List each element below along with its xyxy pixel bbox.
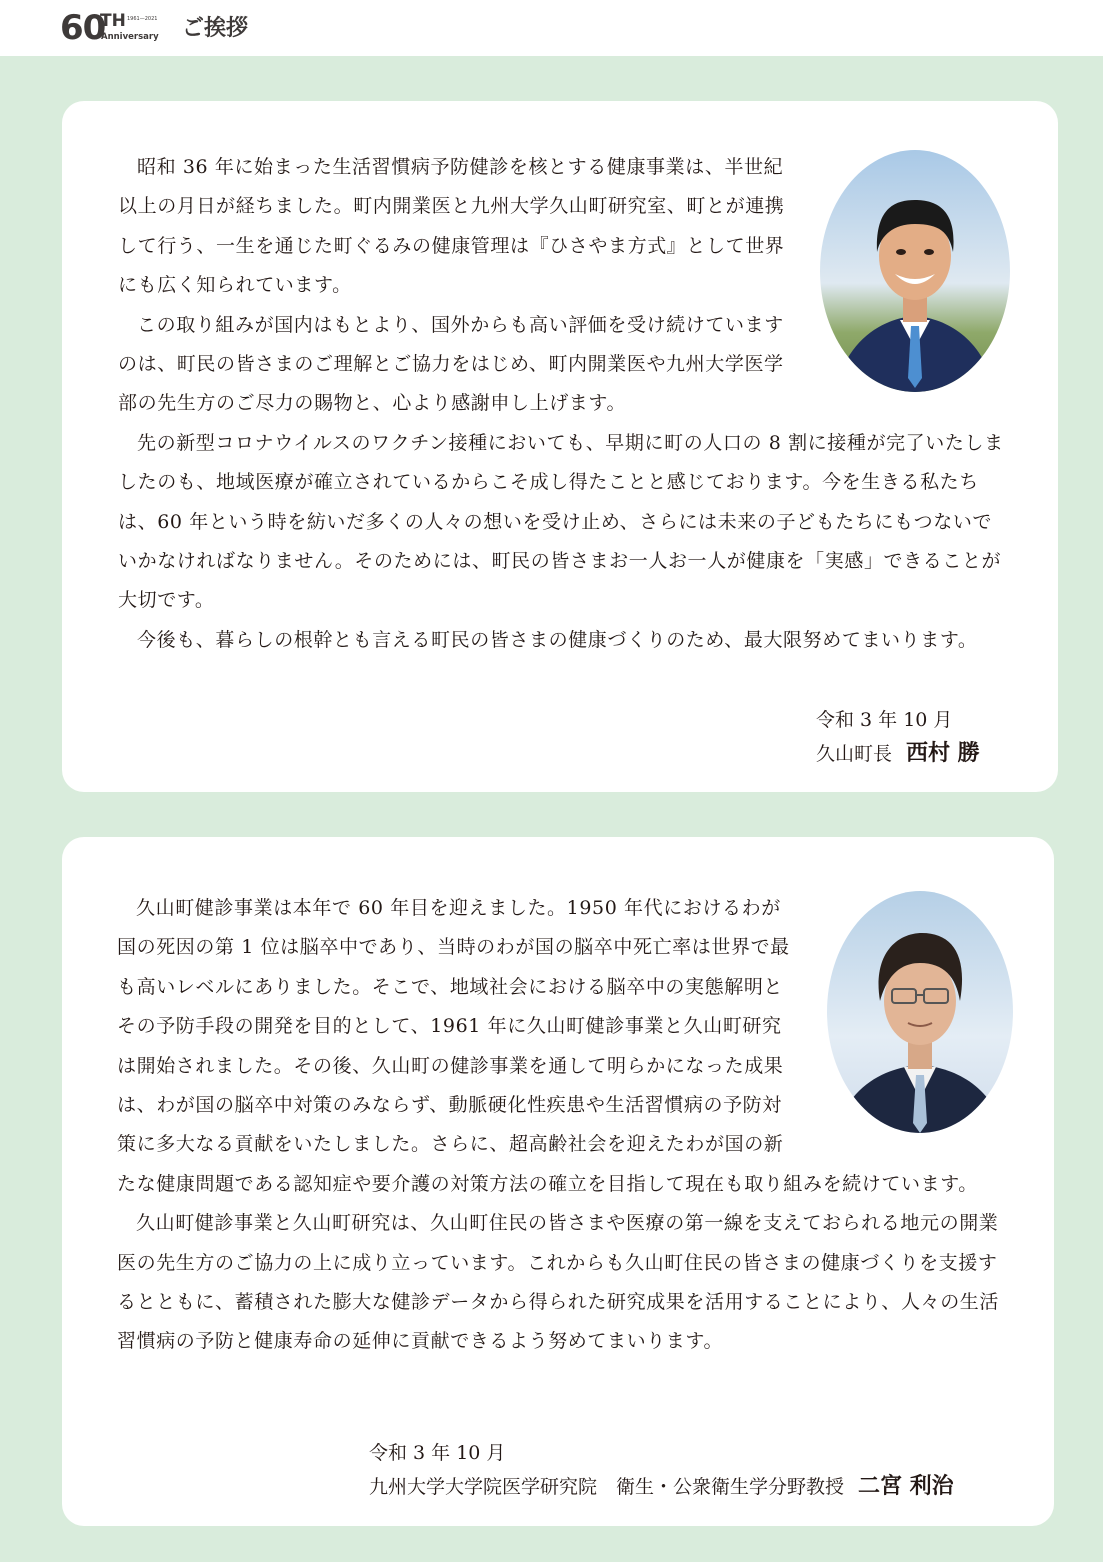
professor-title: 九州大学大学院医学研究院 衛生・公衆衛生学分野教授	[369, 1476, 845, 1498]
mayor-paragraph: この取り組みが国内はもとより、国外からも高い評価を受け続けていますのは、町民の皆さまのご理解とご協力をはじめ、町内開業医や九州大学医学部の先生方のご尽力の賜物と、心より感謝申し上げます。	[118, 313, 784, 415]
professor-paragraph: 久山町健診事業と久山町研究は、久山町住民の皆さまや医療の第一線を支えておられる地元の開業医の先生方のご協力の上に成り立っています。これからも久山町住民の皆さまの健康づくりを支援するとともに、蓄積された膨大な健診データから得られた研究成果を活用することにより、人々の生活習慣病の予防と健康寿命の延伸に貢献できるよう努めてまいります。	[117, 1212, 1000, 1353]
page-header	[0, 0, 1103, 56]
mayor-title-line	[816, 737, 980, 771]
professor-title-line	[369, 1470, 954, 1504]
mayor-paragraph: 昭和 36 年に始まった生活習慣病予防健診を核とする健康事業は、半世紀以上の月日が経ちました。町内開業医と九州大学久山町研究室、町とが連携して行う、一生を通じた町ぐるみの健康管理は『ひさやま方式』として世界にも広く知られています。	[118, 156, 785, 297]
mayor-greeting-card	[62, 101, 1058, 792]
professor-greeting-card	[62, 837, 1054, 1526]
professor-signature	[369, 1437, 954, 1504]
anniversary-logo-text: Anniversary	[101, 32, 159, 42]
mayor-portrait	[815, 148, 1015, 420]
professor-name: 二宮 利治	[858, 1474, 954, 1499]
professor-date: 令和 3 年 10 月	[369, 1442, 506, 1464]
mayor-signature	[816, 704, 980, 771]
mayor-date: 令和 3 年 10 月	[816, 709, 953, 731]
mayor-name: 西村 勝	[906, 741, 980, 766]
anniversary-logo-th: TH	[100, 11, 126, 31]
anniversary-logo-years: 1961—2021	[127, 16, 158, 22]
professor-portrait	[822, 889, 1018, 1161]
professor-paragraph: 久山町健診事業は本年で 60 年目を迎えました。1950 年代におけるわが国の死因の第 1 位は脳卒中であり、当時のわが国の脳卒中死亡率は世界で最も高いレベルにありました。そこで、地域社会における脳卒中の実態解明とその予防手段の開発を目的として、1961 年に久山町健診事業と久山町研究は開始されました。その後、久山町の健診事業を通して明らかになった成果は、わが国の脳卒中対策のみならず、動脈硬化性疾患や生活習慣病の予防対策に多大なる貢献をいたしました。さらに、超高齢社会を迎えたわが国の新たな健康問題である認知症や要介護の対策方法の確立を目指して現在も取り組みを続けています。	[117, 897, 978, 1195]
anniversary-logo-number: 60	[60, 8, 106, 48]
mayor-greeting-text	[118, 148, 1004, 660]
page-title: ご挨拶	[182, 16, 249, 41]
mayor-paragraph: 先の新型コロナウイルスのワクチン接種においても、早期に町の人口の 8 割に接種が完了いたしましたのも、地域医療が確立されているからこそ成し得たことと感じております。今を生きる私たちは、60 年という時を紡いだ多くの人々の想いを受け止め、さらには未来の子どもたちにもつないでいかなければなりません。そのためには、町民の皆さまお一人お一人が健康を「実感」できることが大切です。	[118, 431, 1004, 612]
mayor-title: 久山町長	[816, 743, 893, 765]
mayor-paragraph: 今後も、暮らしの根幹とも言える町民の皆さまの健康づくりのため、最大限努めてまいります。	[137, 628, 978, 651]
professor-greeting-text	[117, 889, 1003, 1362]
